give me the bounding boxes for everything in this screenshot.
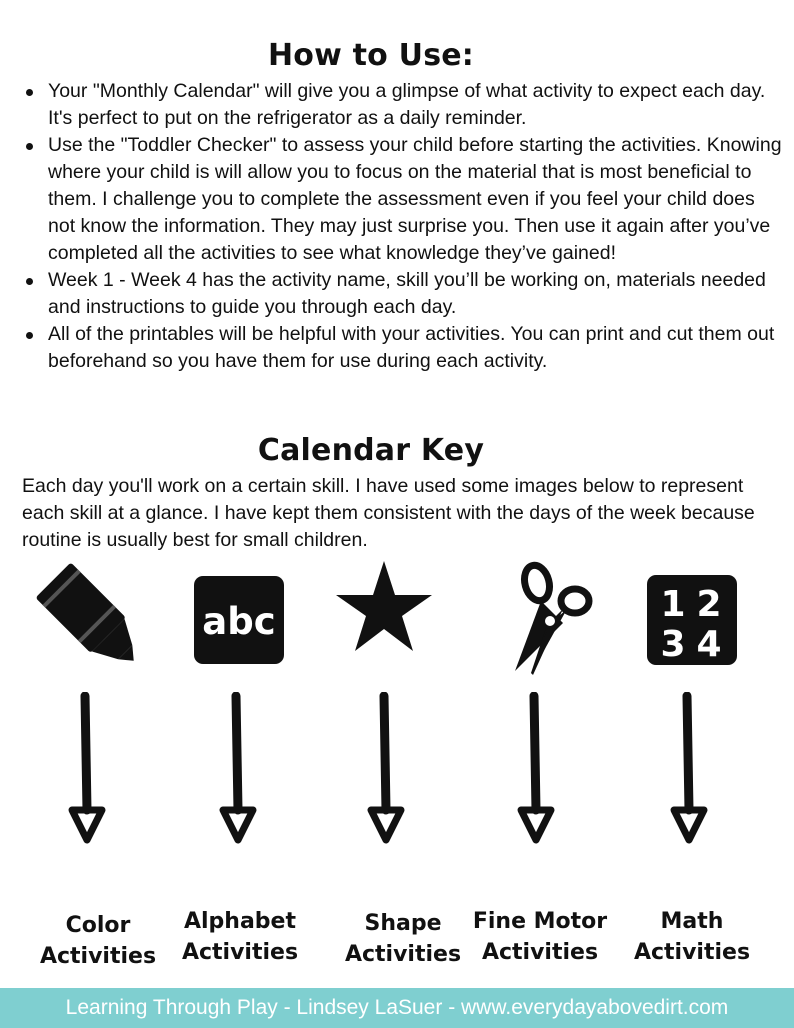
footer-banner: Learning Through Play - Lindsey LaSuer - www.everydayabovedirt.com	[0, 988, 794, 1028]
bullet-monthly-calendar: Your "Monthly Calendar" will give you a glimpse of what activity to expect each day. It's perfect to put on the refrigerator as a daily reminder.	[22, 78, 782, 132]
how-to-use-list	[22, 78, 782, 375]
label-line-2: Activities	[481, 940, 599, 965]
label-line-1: Color	[65, 913, 131, 938]
label-color-activities	[23, 910, 173, 972]
label-shape-activities	[328, 908, 478, 970]
digit-1: 1	[660, 584, 686, 625]
bullet-weeks: Week 1 - Week 4 has the activity name, skill you’ll be working on, materials needed and instructions to guide you through each day.	[22, 267, 782, 321]
bullet-printables: All of the printables will be helpful with your activities. You can print and cut them out beforehand so you have them for use during each activity.	[22, 321, 782, 375]
label-line-2: Activities	[39, 944, 157, 969]
digit-4: 4	[696, 624, 722, 665]
arrow-down-icon	[218, 692, 258, 852]
digit-3: 3	[660, 624, 686, 665]
how-to-use-title: How to Use:	[267, 38, 475, 73]
label-fine-motor-activities	[465, 906, 615, 968]
label-line-1: Fine Motor	[472, 909, 608, 934]
label-line-2: Activities	[344, 942, 462, 967]
bullet-toddler-checker: Use the "Toddler Checker" to assess your child before starting the activities. Knowing where your child is will allow you to focus on the material that is most beneficial to them. I challenge you to complete the assessment even if you feel your child does not know the information. They may just surprise you. Then use it again after you’ve completed all the activities to see what knowledge they’ve gained!	[22, 132, 782, 267]
calendar-key-intro: Each day you'll work on a certain skill. I have used some images below to represent each skill at a glance. I have kept them consistent with the days of the week because routine is usually best for small children.	[22, 475, 755, 551]
calendar-key-title: Calendar Key	[257, 433, 485, 468]
label-line-1: Math	[660, 909, 724, 934]
crayon-icon	[32, 562, 152, 677]
numbers-block-icon	[647, 575, 737, 665]
abc-block-text: abc	[202, 600, 276, 643]
arrow-down-icon	[669, 692, 709, 852]
digit-2: 2	[696, 584, 722, 625]
label-math-activities	[617, 906, 767, 968]
arrow-down-icon	[516, 692, 556, 852]
label-line-2: Activities	[633, 940, 751, 965]
arrow-down-icon	[366, 692, 406, 852]
label-line-2: Activities	[181, 940, 299, 965]
label-line-1: Shape	[364, 911, 442, 936]
arrow-down-icon	[67, 692, 107, 852]
scissors-icon	[505, 561, 597, 679]
label-line-1: Alphabet	[183, 909, 296, 934]
abc-block-icon	[194, 576, 284, 664]
star-icon	[336, 561, 432, 653]
label-alphabet-activities	[165, 906, 315, 968]
